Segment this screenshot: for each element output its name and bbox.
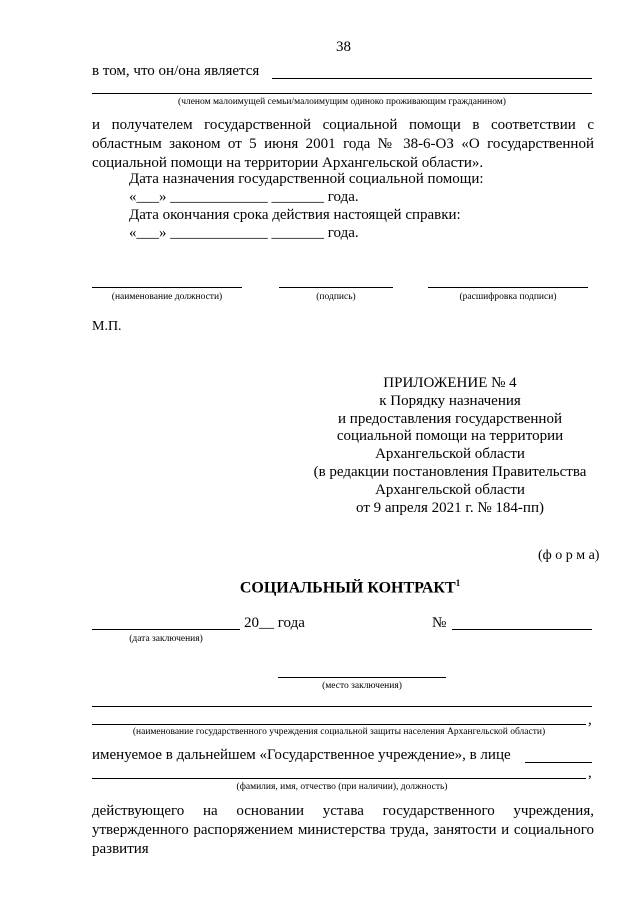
status-field-line-2[interactable] xyxy=(92,93,592,94)
appendix-block xyxy=(300,375,600,517)
institution-line-2[interactable] xyxy=(92,724,586,725)
contract-number-line[interactable] xyxy=(452,629,592,630)
appendix-line: Архангельской области xyxy=(375,481,525,498)
contract-title-text: СОЦИАЛЬНЫЙ КОНТРАКТ xyxy=(239,579,456,597)
appendix-line: социальной помощи на территории xyxy=(336,428,564,445)
position-line[interactable] xyxy=(92,287,242,288)
contract-title xyxy=(0,578,640,597)
position-caption: (наименование должности) xyxy=(111,292,223,302)
appendix-line: ПРИЛОЖЕНИЕ № 4 xyxy=(383,375,517,391)
place-line[interactable] xyxy=(278,677,446,678)
appointment-label: Дата назначения государственной социальной помощи: xyxy=(129,171,484,187)
status-lead: в том, что он/она является xyxy=(92,63,260,79)
contract-year: 20__ года xyxy=(244,615,305,631)
institution-comma: , xyxy=(588,712,592,728)
appendix-line: (в редакции постановления Правительства xyxy=(313,463,587,480)
appendix-line: Архангельской области xyxy=(375,446,525,463)
stamp-label: М.П. xyxy=(92,319,122,334)
expiry-label: Дата окончания срока действия настоящей справки: xyxy=(129,207,461,223)
representative-comma: , xyxy=(588,765,592,781)
institution-caption: (наименование государственного учреждения социальной защиты населения Архангельской области) xyxy=(132,727,546,737)
appendix-line: от 9 апреля 2021 г. № 184-пп) xyxy=(356,499,544,516)
contract-number-sign: № xyxy=(432,615,447,631)
appendix-line: к Порядку назначения xyxy=(379,392,521,409)
decoding-line[interactable] xyxy=(428,287,588,288)
footnote-mark[interactable]: 1 xyxy=(455,578,461,588)
expiry-date[interactable]: «___» _____________ _______ года. xyxy=(129,225,359,241)
representative-line-2[interactable] xyxy=(92,778,586,779)
signature-line[interactable] xyxy=(279,287,393,288)
date-caption: (дата заключения) xyxy=(129,634,203,644)
appointment-date[interactable]: «___» _____________ _______ года. xyxy=(129,189,359,205)
decoding-caption: (расшифровка подписи) xyxy=(459,292,557,302)
signature-caption: (подпись) xyxy=(316,292,356,302)
recipient-paragraph: и получателем государственной социальной помощи в соответствии с областным законом от 5 июня 2001 года № 38-6-ОЗ «О государственной социальной помощи на территории Архангельской области». xyxy=(92,117,594,171)
contract-date-line[interactable] xyxy=(92,629,240,630)
representative-line-1[interactable] xyxy=(525,762,592,763)
place-caption: (место заключения) xyxy=(322,681,402,691)
status-field-line[interactable] xyxy=(272,78,592,79)
named-text: именуемое в дальнейшем «Государственное учреждение», в лице xyxy=(92,747,511,763)
acting-paragraph: действующего на основании устава государственного учреждения, утвержденного распоряжением министерства труда, занятости и социального развития xyxy=(92,803,594,857)
fio-caption: (фамилия, имя, отчество (при наличии), должность) xyxy=(236,782,448,792)
institution-line-1[interactable] xyxy=(92,706,592,707)
appendix-line: и предоставления государственной xyxy=(338,410,562,427)
status-caption: (членом малоимущей семьи/малоимущим одиноко проживающим гражданином) xyxy=(178,97,506,107)
page-number: 38 xyxy=(336,39,351,55)
form-label: (ф о р м а) xyxy=(538,548,600,563)
